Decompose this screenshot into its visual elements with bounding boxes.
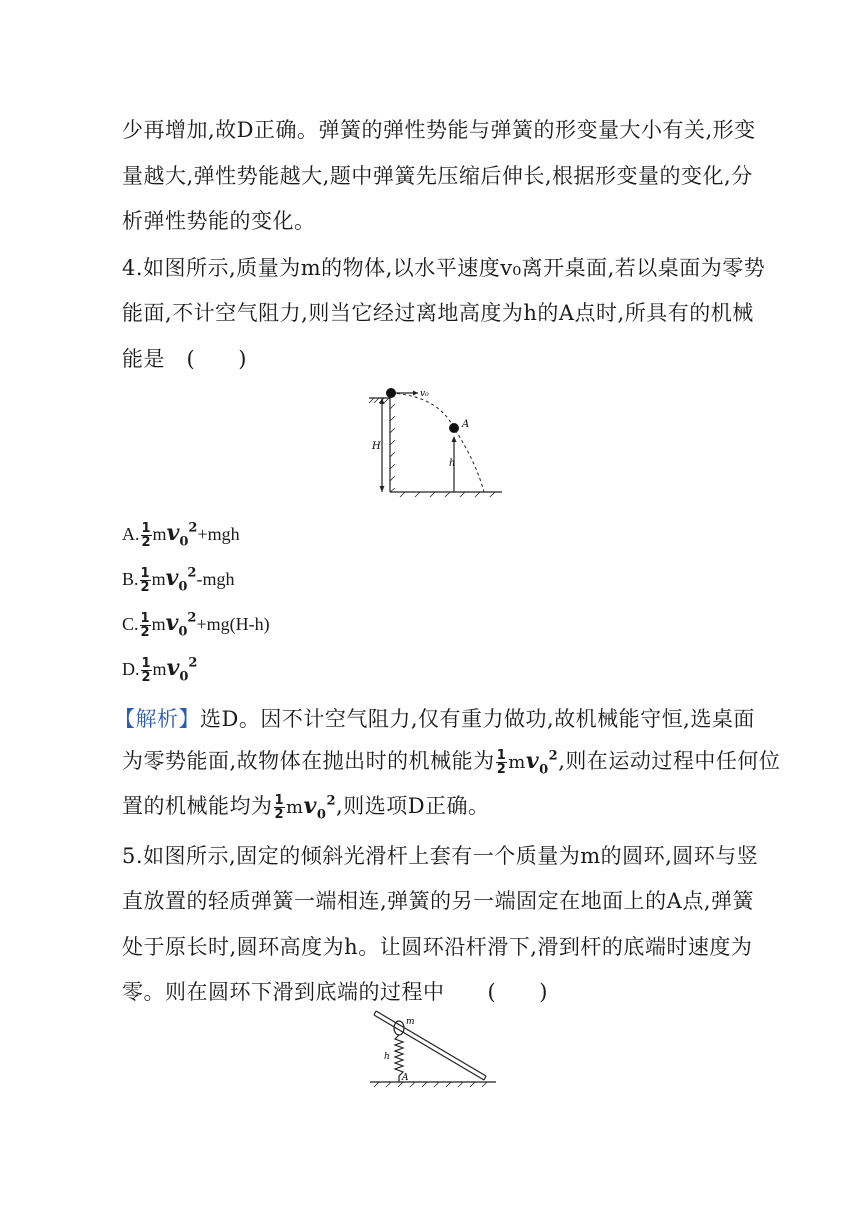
text-line: 量越大,弹性势能越大,题中弹簧先压缩后伸长,根据形变量的变化,分: [122, 164, 753, 188]
question-5-line: 直放置的轻质弹簧一端相连,弹簧的另一端固定在地面上的A点,弹簧: [122, 889, 755, 913]
height-h-label: h: [384, 1052, 390, 1062]
option-a: A. $\frac{1}{2}$ $mv_0^2+mgh$: [122, 520, 240, 551]
fraction: $\frac{1}{2}$: [274, 793, 285, 822]
analysis-line: 【解析】选D。因不计空气阻力,仅有重力做功,故机械能守恒,选桌面: [114, 707, 755, 731]
question-5-line: 处于原长时,圆环高度为h。让圆环沿杆滑下,滑到杆的底端时速度为: [122, 935, 753, 959]
point-a-label: A: [402, 1073, 409, 1083]
fraction: $\frac{1}{2}$: [141, 521, 151, 551]
height-H-label: H: [372, 441, 381, 452]
option-label: B.: [122, 569, 139, 589]
ring-spring-figure: [366, 1010, 500, 1088]
question-4-line: 能是 ( ): [122, 347, 247, 371]
fraction: $\frac{1}{2}$: [140, 566, 150, 596]
option-label: D.: [122, 659, 140, 679]
height-h-label: h: [449, 458, 456, 469]
projectile-figure: [360, 382, 510, 498]
question-4-line: 4.如图所示,质量为m的物体,以水平速度v₀离开桌面,若以桌面为零势: [122, 256, 766, 280]
fraction: $\frac{1}{2}$: [141, 656, 151, 686]
question-5-line: 5.如图所示,固定的倾斜光滑杆上套有一个质量为m的圆环,圆环与竖: [122, 844, 759, 868]
option-label: C.: [122, 614, 139, 634]
fraction: $\frac{1}{2}$: [140, 611, 150, 641]
mass-m-label: m: [406, 1017, 415, 1027]
point-a-label: A: [462, 419, 470, 430]
analysis-line: 置的机械能均为 $\frac{1}{2}$ $mv_0^2$,则选项D正确。: [122, 793, 490, 823]
v0-label: v₀: [420, 389, 429, 399]
analysis-tag: 【解析】: [114, 707, 200, 731]
option-b: B. $\frac{1}{2}$ $mv_0^2$-mgh: [122, 565, 235, 596]
option-c: C. $\frac{1}{2}$ $mv_0^2+mg(H-h)$: [122, 610, 270, 641]
text-line: 析弹性势能的变化。: [122, 209, 316, 233]
question-4-line: 能面,不计空气阻力,则当它经过离地高度为h的A点时,所具有的机械: [122, 301, 754, 325]
option-label: A.: [122, 524, 140, 544]
fraction: $\frac{1}{2}$: [496, 748, 507, 777]
text-line: 少再增加,故D正确。弹簧的弹性势能与弹簧的形变量大小有关,形变: [122, 118, 756, 142]
question-5-line: 零。则在圆环下滑到底端的过程中 ( ): [122, 980, 548, 1004]
analysis-line: 为零势能面,故物体在抛出时的机械能为 $\frac{1}{2}$ $mv_0^2$,则在运动过程中任何位: [122, 748, 781, 778]
option-d: D. $\frac{1}{2}$ $mv_0^2$: [122, 655, 198, 686]
